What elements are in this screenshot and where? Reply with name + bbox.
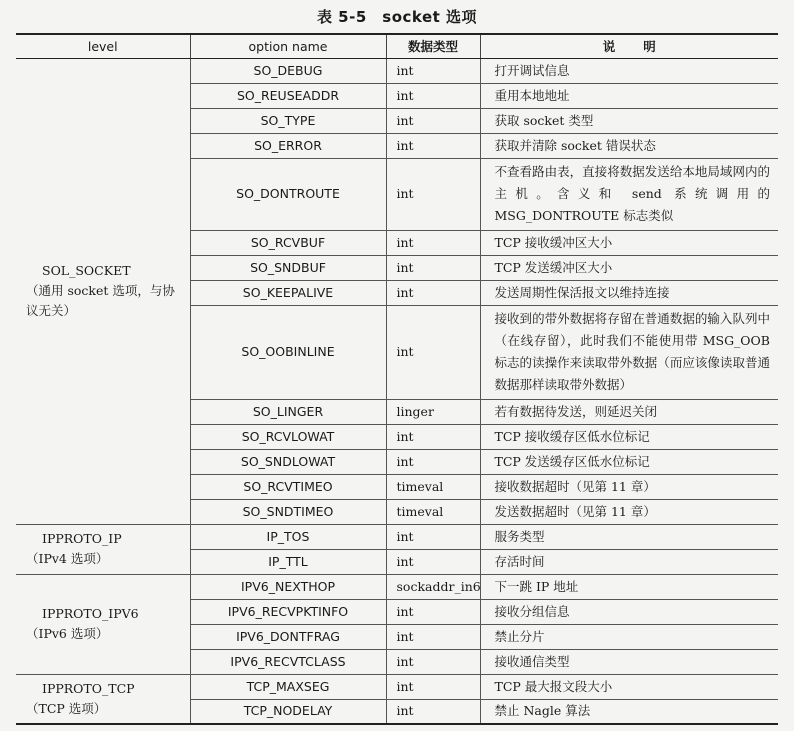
header-row <box>16 34 778 58</box>
data-type-cell: int <box>386 133 480 158</box>
description-cell: 打开调试信息 <box>480 58 778 83</box>
description-cell: 接收通信类型 <box>480 649 778 674</box>
data-type-cell: int <box>386 255 480 280</box>
description-cell: 下一跳 IP 地址 <box>480 574 778 599</box>
data-type-cell: timeval <box>386 499 480 524</box>
option-name-cell: SO_ERROR <box>190 133 386 158</box>
description-cell: TCP 接收缓存区低水位标记 <box>480 424 778 449</box>
description-cell: 不查看路由表，直接将数据发送给本地局域网内的主机。含义和 send 系统调用的 MSG_DONTROUTE 标志类似 <box>480 158 778 230</box>
option-name-cell: IPV6_RECVTCLASS <box>190 649 386 674</box>
description-cell: 发送周期性保活报文以维持连接 <box>480 280 778 305</box>
header-description: 说明 <box>480 34 778 58</box>
data-type-cell: int <box>386 449 480 474</box>
option-name-cell: SO_SNDBUF <box>190 255 386 280</box>
table-row <box>16 58 778 83</box>
data-type-cell: linger <box>386 399 480 424</box>
option-name-cell: IPV6_RECVPKTINFO <box>190 599 386 624</box>
table-caption: 表 5-5 socket 选项 <box>316 8 478 26</box>
table-row <box>16 674 778 699</box>
data-type-cell: int <box>386 158 480 230</box>
option-name-cell: SO_RCVBUF <box>190 230 386 255</box>
option-name-cell: IP_TTL <box>190 549 386 574</box>
level-cell <box>16 574 190 674</box>
data-type-cell: int <box>386 624 480 649</box>
option-name-cell: SO_OOBINLINE <box>190 305 386 399</box>
level-name: SOL_SOCKET <box>42 263 131 278</box>
option-name-cell: SO_SNDTIMEO <box>190 499 386 524</box>
option-name-cell: SO_SNDLOWAT <box>190 449 386 474</box>
description-cell: TCP 发送缓存区低水位标记 <box>480 449 778 474</box>
table-row <box>16 524 778 549</box>
option-name-cell: IP_TOS <box>190 524 386 549</box>
level-name: IPPROTO_IP <box>42 531 122 546</box>
option-name-cell: SO_RCVLOWAT <box>190 424 386 449</box>
data-type-cell: timeval <box>386 474 480 499</box>
data-type-cell: int <box>386 83 480 108</box>
description-cell: 获取并清除 socket 错误状态 <box>480 133 778 158</box>
level-note: （IPv4 选项） <box>26 551 109 566</box>
option-name-cell: SO_RCVTIMEO <box>190 474 386 499</box>
table-body <box>16 58 778 724</box>
table-row <box>16 574 778 599</box>
data-type-cell: int <box>386 699 480 724</box>
level-name: IPPROTO_TCP <box>42 680 135 696</box>
level-note: （TCP 选项） <box>26 700 107 716</box>
data-type-cell: int <box>386 108 480 133</box>
level-cell <box>16 58 190 524</box>
description-cell: 发送数据超时（见第 11 章） <box>480 499 778 524</box>
level-cell <box>16 524 190 574</box>
data-type-cell: int <box>386 305 480 399</box>
data-type-cell: int <box>386 524 480 549</box>
option-name-cell: SO_LINGER <box>190 399 386 424</box>
data-type-cell: int <box>386 280 480 305</box>
option-name-cell: IPV6_NEXTHOP <box>190 574 386 599</box>
description-cell: 重用本地地址 <box>480 83 778 108</box>
description-cell: 禁止 Nagle 算法 <box>480 699 778 724</box>
data-type-cell: int <box>386 599 480 624</box>
description-cell: 接收数据超时（见第 11 章） <box>480 474 778 499</box>
option-name-cell: SO_TYPE <box>190 108 386 133</box>
level-cell <box>16 674 190 724</box>
description-cell: 接收分组信息 <box>480 599 778 624</box>
data-type-cell: int <box>386 424 480 449</box>
level-note: （通用 socket 选项，与协议无关） <box>26 283 175 318</box>
description-cell: TCP 接收缓冲区大小 <box>480 230 778 255</box>
description-cell: 获取 socket 类型 <box>480 108 778 133</box>
option-name-cell: SO_DEBUG <box>190 58 386 83</box>
option-name-cell: TCP_MAXSEG <box>190 674 386 699</box>
option-name-cell: SO_REUSEADDR <box>190 83 386 108</box>
socket-options-table <box>16 33 778 725</box>
description-cell: 接收到的带外数据将存留在普通数据的输入队列中（在线存留），此时我们不能使用带 MSG_OOB 标志的读操作来读取带外数据（而应该像读取普通数据那样读取带外数据） <box>480 305 778 399</box>
description-cell: 存活时间 <box>480 549 778 574</box>
data-type-cell: int <box>386 230 480 255</box>
header-data-type: 数据类型 <box>386 34 480 58</box>
data-type-cell: int <box>386 549 480 574</box>
data-type-cell: int <box>386 649 480 674</box>
header-level: level <box>16 34 190 58</box>
option-name-cell: TCP_NODELAY <box>190 699 386 724</box>
description-cell: TCP 最大报文段大小 <box>480 674 778 699</box>
level-note: （IPv6 选项） <box>26 626 109 641</box>
data-type-cell: int <box>386 674 480 699</box>
description-cell: 服务类型 <box>480 524 778 549</box>
data-type-cell: sockaddr_in6 <box>386 574 480 599</box>
level-name: IPPROTO_IPV6 <box>42 606 139 621</box>
option-name-cell: IPV6_DONTFRAG <box>190 624 386 649</box>
data-type-cell: int <box>386 58 480 83</box>
header-option-name: option name <box>190 34 386 58</box>
option-name-cell: SO_DONTROUTE <box>190 158 386 230</box>
description-cell: 禁止分片 <box>480 624 778 649</box>
description-cell: 若有数据待发送，则延迟关闭 <box>480 399 778 424</box>
option-name-cell: SO_KEEPALIVE <box>190 280 386 305</box>
description-cell: TCP 发送缓冲区大小 <box>480 255 778 280</box>
